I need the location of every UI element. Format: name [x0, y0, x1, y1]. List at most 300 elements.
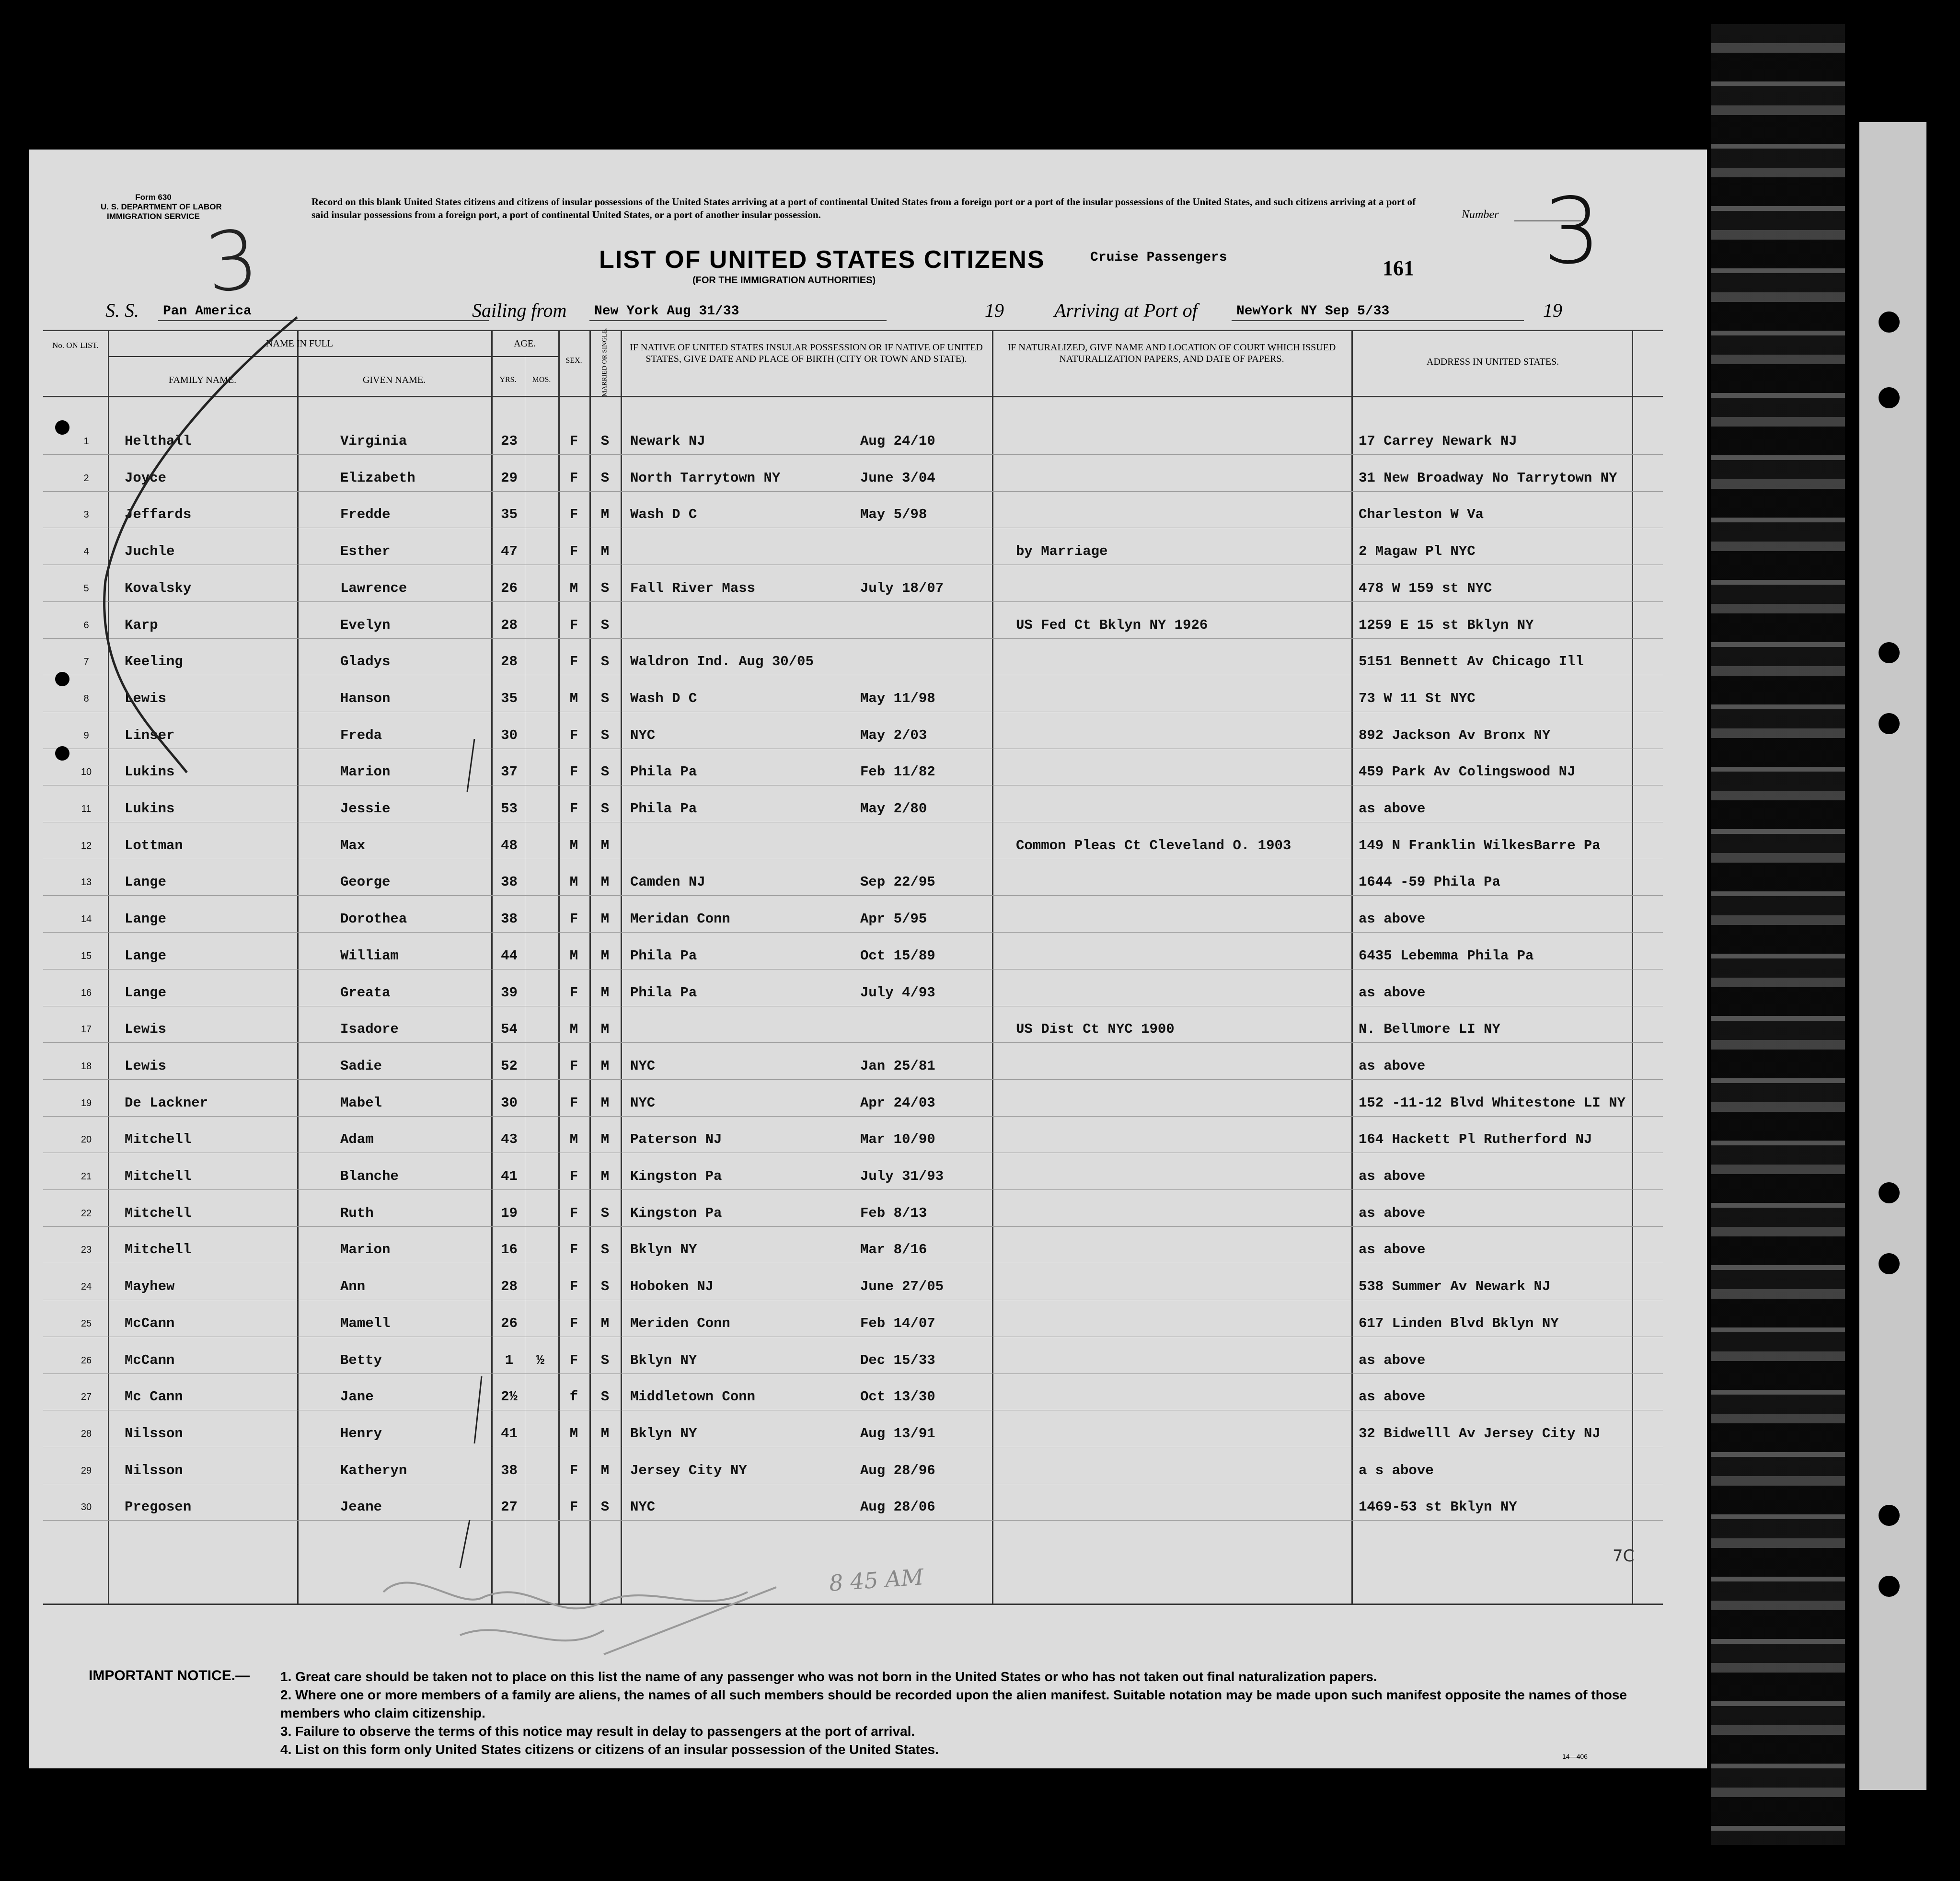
- title-note: Cruise Passengers: [1090, 250, 1227, 265]
- cell-sex: F: [569, 543, 578, 560]
- notice-label: IMPORTANT NOTICE.—: [89, 1668, 250, 1684]
- cell-sex: M: [569, 1131, 578, 1148]
- col-header-name: NAME IN FULL: [266, 338, 333, 349]
- cell-sex: F: [569, 507, 578, 523]
- cell-given: Henry: [340, 1425, 382, 1442]
- cell-no: 4: [83, 546, 89, 557]
- cell-naturalized: by Marriage: [1016, 543, 1108, 560]
- cell-given: Greata: [340, 984, 391, 1001]
- cell-sex: M: [569, 580, 578, 596]
- arriving-value: NewYork NY Sep 5/33: [1236, 304, 1390, 319]
- cell-family: Lange: [125, 874, 167, 890]
- cell-given: Mabel: [340, 1095, 382, 1111]
- cell-place: NYC: [630, 1058, 656, 1074]
- cell-yrs: 29: [501, 470, 518, 486]
- cell-no: 27: [81, 1392, 92, 1403]
- col-header-family: FAMILY NAME.: [168, 375, 237, 385]
- cell-address: as above: [1359, 1058, 1426, 1074]
- cell-address: as above: [1359, 1168, 1426, 1184]
- cell-yrs: 16: [501, 1242, 518, 1258]
- cell-sex: F: [569, 1462, 578, 1478]
- cell-address: 6435 Lebemma Phila Pa: [1359, 947, 1534, 964]
- cell-place: Meridan Conn: [630, 911, 730, 927]
- cell-address: 538 Summer Av Newark NJ: [1359, 1279, 1551, 1295]
- cell-given: Lawrence: [340, 580, 407, 596]
- cell-naturalized: US Fed Ct Bklyn NY 1926: [1016, 617, 1208, 633]
- cell-sex: F: [569, 727, 578, 743]
- cell-yrs: 38: [501, 911, 518, 927]
- cell-family: Lange: [125, 911, 167, 927]
- cell-given: Isadore: [340, 1021, 399, 1038]
- cell-date: July 31/93: [860, 1168, 944, 1184]
- cell-given: Marion: [340, 764, 391, 780]
- cell-ms: S: [600, 727, 610, 743]
- cell-sex: F: [569, 617, 578, 633]
- cell-yrs: 30: [501, 1095, 518, 1111]
- cell-no: 29: [81, 1465, 92, 1476]
- cell-family: Helthall: [125, 433, 192, 449]
- cell-ms: M: [600, 984, 610, 1001]
- cell-place: Newark NJ: [630, 433, 705, 449]
- cell-place: NYC: [630, 727, 656, 743]
- cell-yrs: 23: [501, 433, 518, 449]
- cell-yrs: 26: [501, 1315, 518, 1331]
- cell-yrs: 27: [501, 1499, 518, 1515]
- cell-date: Apr 24/03: [860, 1095, 935, 1111]
- punch-hole: [1879, 312, 1900, 333]
- cell-no: 17: [81, 1024, 92, 1035]
- cell-sex: F: [569, 1058, 578, 1074]
- cell-sex: F: [569, 1279, 578, 1295]
- cell-place: Phila Pa: [630, 801, 697, 817]
- cell-given: Dorothea: [340, 911, 407, 927]
- cell-given: George: [340, 874, 391, 890]
- cell-address: as above: [1359, 1352, 1426, 1368]
- cell-place: Kingston Pa: [630, 1205, 722, 1221]
- paper-hole: [55, 746, 69, 761]
- cell-ms: M: [600, 1315, 610, 1331]
- cell-ms: M: [600, 1021, 610, 1038]
- cell-date: Oct 13/30: [860, 1389, 935, 1405]
- cell-ms: M: [600, 1131, 610, 1148]
- cell-address: 5151 Bennett Av Chicago Ill: [1359, 654, 1584, 670]
- col-header-sex: SEX.: [565, 357, 582, 365]
- punch-hole: [1879, 1576, 1900, 1597]
- cell-given: Marion: [340, 1242, 391, 1258]
- cell-place: Middletown Conn: [630, 1389, 756, 1405]
- cell-place: Phila Pa: [630, 764, 697, 780]
- cell-given: Virginia: [340, 433, 407, 449]
- manifest-page: [29, 150, 1707, 1768]
- cell-address: 478 W 159 st NYC: [1359, 580, 1492, 596]
- cell-given: Jessie: [340, 801, 391, 817]
- cell-place: Hoboken NJ: [630, 1279, 714, 1295]
- cell-naturalized: Common Pleas Ct Cleveland O. 1903: [1016, 837, 1291, 854]
- cell-address: 617 Linden Blvd Bklyn NY: [1359, 1315, 1559, 1331]
- notice-item: 3. Failure to observe the terms of this notice may result in delay to passengers at the port of arrival.: [280, 1724, 915, 1739]
- cell-family: Lukins: [125, 801, 175, 817]
- cell-sex: M: [569, 947, 578, 964]
- cell-ms: M: [600, 874, 610, 890]
- ss-label: S. S.: [105, 300, 139, 321]
- cell-address: as above: [1359, 801, 1426, 817]
- handwritten-number-left: 3: [201, 211, 263, 312]
- cell-date: June 27/05: [860, 1279, 944, 1295]
- cell-family: De Lackner: [125, 1095, 208, 1111]
- cell-family: Lewis: [125, 690, 167, 706]
- cell-no: 13: [81, 877, 92, 888]
- cell-given: Freda: [340, 727, 382, 743]
- cell-family: McCann: [125, 1352, 175, 1368]
- cell-no: 30: [81, 1502, 92, 1513]
- cell-date: Mar 10/90: [860, 1131, 935, 1148]
- cell-yrs: 19: [501, 1205, 518, 1221]
- cell-date: Sep 22/95: [860, 874, 935, 890]
- cell-yrs: 41: [501, 1425, 518, 1442]
- cell-no: 9: [83, 730, 89, 741]
- cell-yrs: 54: [501, 1021, 518, 1038]
- cell-yrs: 26: [501, 580, 518, 596]
- page-stamp: 161: [1383, 256, 1414, 280]
- cell-family: Pregosen: [125, 1499, 192, 1515]
- cell-no: 24: [81, 1281, 92, 1292]
- cell-place: North Tarrytown NY: [630, 470, 781, 486]
- cell-date: May 2/03: [860, 727, 927, 743]
- cell-date: Feb 14/07: [860, 1315, 935, 1331]
- cell-address: 1259 E 15 st Bklyn NY: [1359, 617, 1534, 633]
- cell-date: Aug 28/96: [860, 1462, 935, 1478]
- cell-ms: M: [600, 507, 610, 523]
- cell-family: Lange: [125, 947, 167, 964]
- cell-ms: S: [600, 580, 610, 596]
- inspector-time-note: 8 45 AM: [828, 1564, 925, 1596]
- cell-place: Bklyn NY: [630, 1242, 697, 1258]
- paper-hole: [55, 672, 69, 686]
- cell-sex: F: [569, 801, 578, 817]
- cell-ms: S: [600, 1499, 610, 1515]
- cell-no: 6: [83, 620, 89, 631]
- cell-mos: ½: [536, 1352, 545, 1368]
- cell-address: a s above: [1359, 1462, 1434, 1478]
- cell-ms: M: [600, 837, 610, 854]
- punch-hole: [1879, 1182, 1900, 1203]
- cell-given: Betty: [340, 1352, 382, 1368]
- notice-item: 2. Where one or more members of a family are aliens, the names of all such members should be recorded upon the alien manifest. Suitable notation may be made upon such manifest opposite the names of those members who claim citizenship.: [280, 1687, 1627, 1720]
- cell-family: Lange: [125, 984, 167, 1001]
- cell-given: Max: [340, 837, 366, 854]
- cell-yrs: 1: [505, 1352, 514, 1368]
- cell-address: 32 Bidwelll Av Jersey City NJ: [1359, 1425, 1601, 1442]
- cell-place: Fall River Mass: [630, 580, 756, 596]
- col-header-married: MARRIED OR SINGLE.: [601, 327, 609, 397]
- cell-ms: S: [600, 801, 610, 817]
- cell-address: 1469-53 st Bklyn NY: [1359, 1499, 1517, 1515]
- cell-given: Evelyn: [340, 617, 391, 633]
- cell-family: Jeffards: [125, 507, 192, 523]
- cell-date: Aug 24/10: [860, 433, 935, 449]
- cell-date: Oct 15/89: [860, 947, 935, 964]
- cell-sex: F: [569, 433, 578, 449]
- cell-family: Mitchell: [125, 1242, 192, 1258]
- department: U. S. DEPARTMENT OF LABOR: [101, 202, 222, 211]
- cell-address: 73 W 11 St NYC: [1359, 690, 1476, 706]
- cell-address: as above: [1359, 1205, 1426, 1221]
- cell-no: 2: [83, 473, 89, 484]
- year-label-2: 19: [1543, 300, 1562, 321]
- cell-given: Elizabeth: [340, 470, 415, 486]
- cell-place: Phila Pa: [630, 984, 697, 1001]
- handwriting-marks: [29, 150, 1707, 1768]
- sailing-label: Sailing from: [472, 300, 567, 321]
- cell-no: 5: [83, 583, 89, 594]
- cell-yrs: 28: [501, 654, 518, 670]
- cell-no: 12: [81, 840, 92, 851]
- cell-no: 16: [81, 987, 92, 998]
- cell-given: Mamell: [340, 1315, 391, 1331]
- cell-sex: F: [569, 911, 578, 927]
- cell-given: Gladys: [340, 654, 391, 670]
- cell-given: Fredde: [340, 507, 391, 523]
- cell-yrs: 35: [501, 507, 518, 523]
- cell-family: Mayhew: [125, 1279, 175, 1295]
- cell-ms: S: [600, 1389, 610, 1405]
- cell-date: May 11/98: [860, 690, 935, 706]
- cell-no: 10: [81, 767, 92, 778]
- cell-family: Lewis: [125, 1058, 167, 1074]
- cell-place: Phila Pa: [630, 947, 697, 964]
- cell-no: 19: [81, 1097, 92, 1108]
- cell-no: 3: [83, 509, 89, 520]
- cell-ms: M: [600, 947, 610, 964]
- cell-address: as above: [1359, 1242, 1426, 1258]
- cell-ms: M: [600, 1095, 610, 1111]
- col-header-age: AGE.: [513, 338, 536, 349]
- cell-ms: M: [600, 1168, 610, 1184]
- background-scrap: [1711, 24, 1845, 1845]
- page-subtitle: (FOR THE IMMIGRATION AUTHORITIES): [692, 275, 876, 286]
- service: IMMIGRATION SERVICE: [107, 212, 200, 221]
- cell-address: as above: [1359, 1389, 1426, 1405]
- cell-given: Ruth: [340, 1205, 374, 1221]
- cell-no: 28: [81, 1428, 92, 1439]
- cell-place: Meriden Conn: [630, 1315, 730, 1331]
- cell-sex: F: [569, 1499, 578, 1515]
- cell-given: Adam: [340, 1131, 374, 1148]
- instructions: Record on this blank United States citizens and citizens of insular possessions of the United States arriving at a port of continental United States from a foreign port or a port of the insular possessions of the United States, and such citizens arriving at a port of said insular possessions from a foreign port, a port of continental United States, or a port of another insular possession.: [311, 196, 1416, 220]
- col-header-mos: MOS.: [532, 376, 551, 384]
- cell-address: Charleston W Va: [1359, 507, 1484, 523]
- cell-place: Waldron Ind. Aug 30/05: [630, 654, 814, 670]
- cell-ms: S: [600, 617, 610, 633]
- cell-yrs: 28: [501, 1279, 518, 1295]
- col-header-address: ADDRESS IN UNITED STATES.: [1426, 357, 1559, 367]
- cell-family: Juchle: [125, 543, 175, 560]
- cell-address: N. Bellmore LI NY: [1359, 1021, 1500, 1038]
- punch-hole: [1879, 387, 1900, 408]
- cell-place: NYC: [630, 1095, 656, 1111]
- cell-family: Mitchell: [125, 1168, 192, 1184]
- cell-given: Katheryn: [340, 1462, 407, 1478]
- cell-sex: F: [569, 1242, 578, 1258]
- cell-date: Feb 11/82: [860, 764, 935, 780]
- cell-family: Nilsson: [125, 1425, 183, 1442]
- cell-date: May 5/98: [860, 507, 927, 523]
- cell-address: as above: [1359, 984, 1426, 1001]
- ship-name: Pan America: [163, 304, 252, 319]
- cell-yrs: 38: [501, 1462, 518, 1478]
- notice-item: 4. List on this form only United States citizens or citizens of an insular possession of the United States.: [280, 1742, 939, 1757]
- cell-ms: M: [600, 1462, 610, 1478]
- cell-family: Kovalsky: [125, 580, 192, 596]
- col-header-no: No. ON LIST.: [52, 341, 99, 350]
- notice-item: 1. Great care should be taken not to place on this list the name of any passenger who was not born in the United States or who has not taken out final naturalization papers.: [280, 1669, 1377, 1684]
- cell-sex: f: [569, 1389, 578, 1405]
- cell-family: Joyce: [125, 470, 167, 486]
- punch-hole: [1879, 1505, 1900, 1526]
- col-header-birth: IF NATIVE OF UNITED STATES INSULAR POSSESSION OR IF NATIVE OF UNITED STATES, GIVE DATE AND PLACE OF BIRTH (CITY OR TOWN AND STATE).: [630, 342, 983, 364]
- cell-date: July 18/07: [860, 580, 944, 596]
- cell-date: Aug 28/06: [860, 1499, 935, 1515]
- cell-date: Apr 5/95: [860, 911, 927, 927]
- cell-date: June 3/04: [860, 470, 935, 486]
- cell-sex: M: [569, 1021, 578, 1038]
- cell-given: Jeane: [340, 1499, 382, 1515]
- cell-no: 11: [81, 804, 92, 814]
- cell-no: 23: [81, 1245, 92, 1256]
- sailing-value: New York Aug 31/33: [594, 304, 739, 319]
- notice-list: [280, 1668, 1660, 1759]
- year-label-1: 19: [985, 300, 1004, 321]
- binding-strip: [1859, 122, 1926, 1790]
- cell-date: July 4/93: [860, 984, 935, 1001]
- cell-ms: M: [600, 1425, 610, 1442]
- margin-note: 7C: [1613, 1546, 1635, 1566]
- cell-ms: S: [600, 433, 610, 449]
- cell-date: Aug 13/91: [860, 1425, 935, 1442]
- cell-place: Bklyn NY: [630, 1352, 697, 1368]
- cell-yrs: 28: [501, 617, 518, 633]
- cell-place: Wash D C: [630, 690, 697, 706]
- cell-given: Blanche: [340, 1168, 399, 1184]
- cell-address: 1644 -59 Phila Pa: [1359, 874, 1500, 890]
- cell-family: Mitchell: [125, 1205, 192, 1221]
- cell-ms: M: [600, 543, 610, 560]
- cell-sex: M: [569, 874, 578, 890]
- cell-no: 7: [83, 657, 89, 668]
- cell-yrs: 2½: [501, 1389, 518, 1405]
- cell-no: 18: [81, 1061, 92, 1072]
- cell-date: Feb 8/13: [860, 1205, 927, 1221]
- cell-sex: M: [569, 1425, 578, 1442]
- cell-ms: S: [600, 470, 610, 486]
- cell-no: 26: [81, 1355, 92, 1366]
- cell-family: Mc Cann: [125, 1389, 183, 1405]
- cell-place: Bklyn NY: [630, 1425, 697, 1442]
- cell-yrs: 35: [501, 690, 518, 706]
- cell-no: 1: [83, 436, 89, 447]
- cell-given: Esther: [340, 543, 391, 560]
- cell-no: 20: [81, 1134, 92, 1145]
- form-number: Form 630: [135, 193, 172, 202]
- cell-yrs: 30: [501, 727, 518, 743]
- punch-hole: [1879, 1253, 1900, 1274]
- cell-no: 22: [81, 1208, 92, 1219]
- cell-sex: M: [569, 837, 578, 854]
- cell-family: Mitchell: [125, 1131, 192, 1148]
- cell-yrs: 48: [501, 837, 518, 854]
- cell-ms: S: [600, 1279, 610, 1295]
- cell-address: 459 Park Av Colingswood NJ: [1359, 764, 1576, 780]
- cell-date: Jan 25/81: [860, 1058, 935, 1074]
- cell-family: Karp: [125, 617, 158, 633]
- cell-no: 25: [81, 1318, 92, 1329]
- cell-ms: S: [600, 690, 610, 706]
- cell-family: Lukins: [125, 764, 175, 780]
- cell-yrs: 44: [501, 947, 518, 964]
- cell-sex: F: [569, 1168, 578, 1184]
- cell-given: Hanson: [340, 690, 391, 706]
- cell-family: Lottman: [125, 837, 183, 854]
- punch-hole: [1879, 642, 1900, 663]
- cell-sex: F: [569, 1315, 578, 1331]
- cell-date: Mar 8/16: [860, 1242, 927, 1258]
- cell-sex: F: [569, 984, 578, 1001]
- arriving-label: Arriving at Port of: [1054, 300, 1198, 321]
- cell-ms: S: [600, 764, 610, 780]
- cell-place: Paterson NJ: [630, 1131, 722, 1148]
- cell-yrs: 39: [501, 984, 518, 1001]
- cell-ms: S: [600, 1242, 610, 1258]
- cell-place: Camden NJ: [630, 874, 705, 890]
- cell-address: 2 Magaw Pl NYC: [1359, 543, 1476, 560]
- cell-naturalized: US Dist Ct NYC 1900: [1016, 1021, 1175, 1038]
- col-header-given: GIVEN NAME.: [362, 375, 426, 385]
- cell-sex: F: [569, 1352, 578, 1368]
- cell-date: May 2/80: [860, 801, 927, 817]
- cell-sex: F: [569, 654, 578, 670]
- cell-family: Keeling: [125, 654, 183, 670]
- col-header-yrs: YRS.: [499, 376, 517, 384]
- cell-yrs: 47: [501, 543, 518, 560]
- cell-no: 21: [81, 1171, 92, 1182]
- cell-family: Lewis: [125, 1021, 167, 1038]
- cell-place: Kingston Pa: [630, 1168, 722, 1184]
- cell-sex: F: [569, 470, 578, 486]
- paper-hole: [55, 420, 69, 435]
- cell-family: Linser: [125, 727, 175, 743]
- cell-address: 164 Hackett Pl Rutherford NJ: [1359, 1131, 1592, 1148]
- cell-place: NYC: [630, 1499, 656, 1515]
- cell-ms: S: [600, 1352, 610, 1368]
- cell-ms: S: [600, 1205, 610, 1221]
- cell-address: 152 -11-12 Blvd Whitestone LI NY: [1359, 1095, 1626, 1111]
- cell-given: William: [340, 947, 399, 964]
- cell-sex: M: [569, 690, 578, 706]
- cell-ms: M: [600, 911, 610, 927]
- cell-family: Nilsson: [125, 1462, 183, 1478]
- cell-yrs: 52: [501, 1058, 518, 1074]
- cell-date: Dec 15/33: [860, 1352, 935, 1368]
- cell-yrs: 41: [501, 1168, 518, 1184]
- punch-hole: [1879, 713, 1900, 734]
- cell-yrs: 43: [501, 1131, 518, 1148]
- cell-sex: F: [569, 1205, 578, 1221]
- cell-address: 31 New Broadway No Tarrytown NY: [1359, 470, 1617, 486]
- number-label: Number: [1462, 208, 1499, 221]
- col-header-naturalized: IF NATURALIZED, GIVE NAME AND LOCATION OF COURT WHICH ISSUED NATURALIZATION PAPERS, AND DATE OF PAPERS.: [1007, 342, 1336, 364]
- handwritten-number: 3: [1543, 178, 1601, 284]
- cell-place: Jersey City NY: [630, 1462, 747, 1478]
